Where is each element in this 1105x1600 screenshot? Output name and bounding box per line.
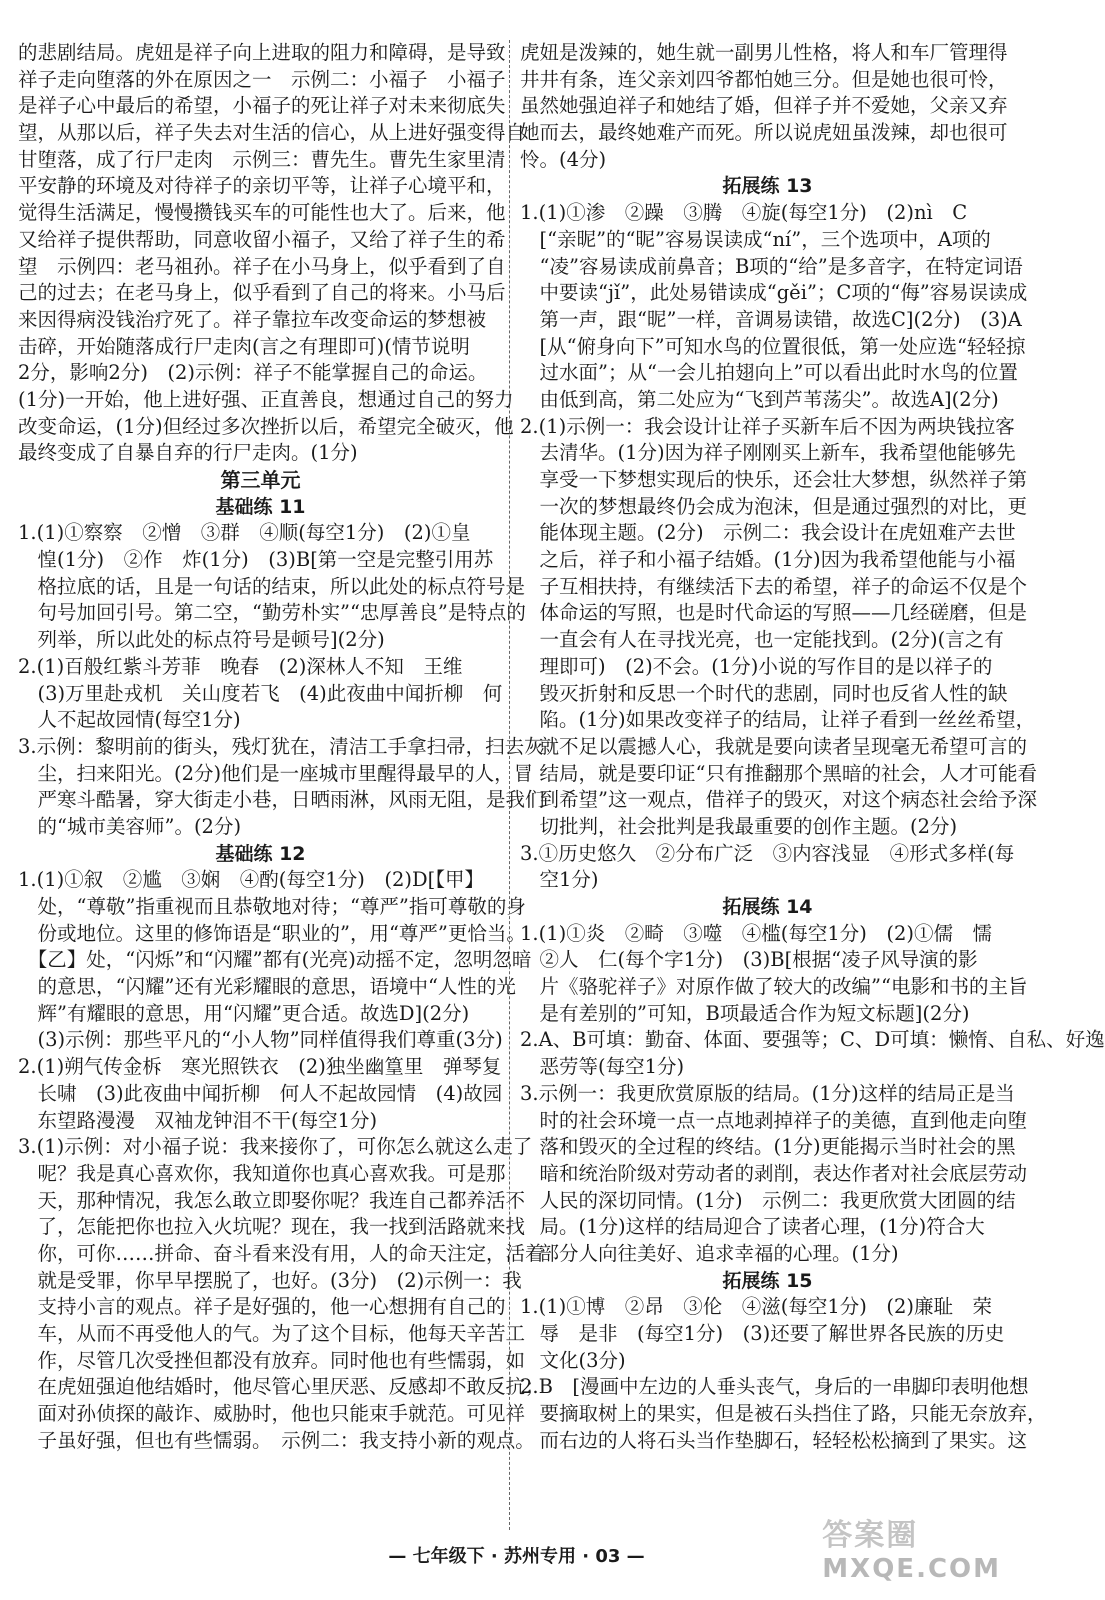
text-line: 3.(1)示例：对小福子说：我来接你了，可你怎么就这么走了	[18, 1135, 533, 1159]
text-line: 份或地位。这里的修饰语是“职业的”，用“尊严”更恰当。	[18, 921, 526, 945]
text-line: 支持小言的观点。祥子是好强的，他一心想拥有自己的	[18, 1295, 506, 1319]
text-line: 体命运的写照，也是时代命运的写照——几经磋磨，但是	[520, 601, 1028, 625]
text-line: 井井有条，连父亲刘四爷都怕她三分。但是她也很可怜，	[520, 67, 1008, 91]
text-line: 己的过去；在老马身上，似乎看到了自己的将来。小马后	[18, 281, 506, 305]
text-line: 子互相扶持，有继续活下去的希望，祥子的命运不仅是个	[520, 574, 1028, 598]
text-line: 虽然她强迫祥子和她结了婚，但祥子并不爱她，父亲又弃	[520, 94, 1008, 118]
text-line: 她而去，最终她难产而死。所以说虎妞虽泼辣，却也很可	[520, 121, 1008, 145]
text-line: 觉得生活满足，慢慢攒钱买车的可能性也大了。后来，他	[18, 201, 506, 225]
text-line: 能体现主题。(2分) 示例二：我会设计在虎妞难产去世	[520, 521, 1016, 545]
right-column	[520, 40, 1105, 1454]
text-line: 要摘取树上的果实，但是被石头挡住了路，只能无奈放弃，	[520, 1402, 1047, 1426]
text-line: 暗和统治阶级对劳动者的剥削，表达作者对社会底层劳动	[520, 1161, 1028, 1185]
text-line: 最终变成了自暴自弃的行尸走肉。(1分)	[18, 441, 358, 465]
text-line: 文化(3分)	[520, 1348, 626, 1372]
text-line: 部分人向往美好、追求幸福的心理。(1分)	[520, 1241, 899, 1265]
text-line: 望 示例四：老马祖孙。祥子在小马身上，似乎看到了自	[18, 254, 506, 278]
text-line: 甘堕落，成了行尸走肉 示例三：曹先生。曹先生家里清	[18, 147, 506, 171]
text-line: 2分，影响2分) (2)示例：祥子不能掌握自己的命运。	[18, 361, 488, 385]
text-line: 虎妞是泼辣的，她生就一副男儿性格，将人和车厂管理得	[520, 41, 1008, 64]
text-line: 而右边的人将石头当作垫脚石，轻轻松松摘到了果实。这	[520, 1428, 1028, 1452]
text-line: 东望路漫漫 双袖龙钟泪不干(每空1分)	[18, 1108, 378, 1132]
text-line: 结局，就是要印证“只有推翻那个黑暗的社会，人才可能看	[520, 761, 1037, 785]
text-line: ②人 仁(每个字1分) (3)B[根据“凌子风导演的影	[520, 948, 978, 972]
text-line: 陷。(1分)如果改变祥子的结局，让祥子看到一丝丝希望，	[520, 708, 1036, 732]
text-line: 句号加回引号。第二空，“勤劳朴实”“忠厚善良”是特点的	[18, 601, 526, 625]
text-line: 一直会有人在寻找光亮，也一定能找到。(2分)(言之有	[520, 628, 1004, 652]
text-line: 惶(1分) ②作 炸(1分) (3)B[第一空是完整引用苏	[18, 548, 494, 572]
text-line: 第一声，跟“昵”一样，音调易读错，故选C](2分) (3)A	[520, 307, 1022, 331]
text-line: (1分)一开始，他上进好强、正直善良，想通过自己的努力	[18, 387, 514, 411]
text-line: 望，从那以后，祥子失去对生活的信心，从上进好强变得自	[18, 121, 526, 145]
text-line: 2.(1)百般红紫斗芳菲 晚春 (2)深林人不知 王维	[18, 654, 463, 678]
text-line: 了，怎能把你也拉入火坑呢？现在，我一找到活路就来找	[18, 1215, 526, 1239]
site-watermark	[822, 1510, 1001, 1584]
text-line: 天，那种情况，我怎么敢立即娶你呢？我连自己都养活不	[18, 1188, 526, 1212]
text-line: 落和毁灭的全过程的终结。(1分)更能揭示当时社会的黑	[520, 1135, 1016, 1159]
text-line: 改变命运，(1分)但经过多次挫折以后，希望完全破灭，他	[18, 414, 514, 438]
text-line: 去清华。(1分)因为祥子刚刚买上新车，我希望他能够先	[520, 441, 1016, 465]
text-line: 子虽好强，但也有些懦弱。 示例二：我支持小新的观点。	[18, 1428, 535, 1452]
text-line: (3)万里赴戎机 关山度若飞 (4)此夜曲中闻折柳 何	[18, 681, 503, 705]
text-line: 怜。(4分)	[520, 147, 607, 171]
column-divider	[509, 40, 510, 1530]
text-line: 一次的梦想最终仍会成为泡沫，但是通过强烈的对比，更	[520, 494, 1028, 518]
text-line: “凌”容易读成前鼻音；B项的“给”是多音字，在特定词语	[520, 254, 1023, 278]
text-line: 1.(1)①炎 ②畸 ③噬 ④槛(每空1分) (2)①儒 懦	[520, 921, 992, 945]
text-line: 呢？我是真心喜欢你，我知道你也真心喜欢我。可是那	[18, 1161, 506, 1185]
text-line: 由低到高，第二处应为“飞到芦苇荡尖”。故选A](2分)	[520, 387, 999, 411]
text-line: 过水面”；从“一会儿拍翅向上”可以看出此时水鸟的位置	[520, 361, 1018, 385]
watermark-url: MXQE.COM	[822, 1554, 1001, 1584]
text-line: 3.示例：黎明前的街头，残灯犹在，清洁工手拿扫帚，扫去灰	[18, 734, 544, 758]
text-line: 的“城市美容师”。(2分)	[18, 814, 242, 838]
text-line: 面对孙侦探的敲诈、威胁时，他也只能束手就范。可见祥	[18, 1402, 526, 1426]
text-line: 之后，祥子和小福子结婚。(1分)因为我希望他能与小福	[520, 548, 1016, 572]
text-line: 是祥子心中最后的希望，小福子的死让祥子对未来彻底失	[18, 94, 506, 118]
text-line: 就是受罪，你早早摆脱了，也好。(3分) (2)示例一：我	[18, 1268, 522, 1292]
text-line: 1.(1)①叙 ②尴 ③娴 ④酌(每空1分) (2)D[【甲】	[18, 868, 484, 892]
text-line: 格拉底的话，且是一句话的结束，所以此处的标点符号是	[18, 574, 526, 598]
text-line: 又给祥子提供帮助，同意收留小福子，又给了祥子生的希	[18, 227, 506, 251]
text-line: 2.A、B可填：勤奋、体面、要强等；C、D可填：懒惰、自私、好逸	[520, 1028, 1105, 1052]
text-line: 来因得病没钱治疗死了。祥子靠拉车改变命运的梦想被	[18, 307, 487, 331]
text-line: 2.(1)朔气传金柝 寒光照铁衣 (2)独坐幽篁里 弹琴复	[18, 1055, 502, 1079]
text-line: 长啸 (3)此夜曲中闻折柳 何人不起故园情 (4)故园	[18, 1081, 503, 1105]
text-line: 作，尽管几次受挫但都没有放弃。同时他也有些懦弱，如	[18, 1348, 526, 1372]
text-line: 空1分)	[520, 868, 599, 892]
text-line: 列举，所以此处的标点符号是顿号](2分)	[18, 628, 385, 652]
page-footer: — 七年级下 · 苏州专用 · 03 —	[388, 1546, 645, 1567]
text-line: 中要读“jǐ”，此处易错读成“gěi”；C项的“侮”容易误读成	[520, 281, 1028, 305]
text-line: [从“俯身向下”可知水鸟的位置很低，第一处应选“轻轻掠	[520, 334, 1026, 358]
text-line: 辉”有耀眼的意思，用“闪耀”更合适。故选D](2分)	[18, 1001, 470, 1025]
text-line: 的悲剧结局。虎妞是祥子向上进取的阻力和障碍，是导致	[18, 41, 506, 64]
text-line: 你，可你……拼命、奋斗看来没有用，人的命天注定，活着	[18, 1241, 545, 1265]
section-heading: 拓展练 13	[722, 175, 813, 198]
text-line: 平安静的环境及对待祥子的亲切平等，让祥子心境平和，	[18, 174, 506, 198]
text-line: 车，从而不再受他人的气。为了这个目标，他每天辛苦工	[18, 1322, 526, 1345]
watermark-logo-text: 答案圈	[822, 1518, 919, 1553]
text-line: 1.(1)①渗 ②躁 ③腾 ④旋(每空1分) (2)nì C	[520, 201, 968, 225]
section-heading: 拓展练 15	[722, 1269, 813, 1292]
text-line: 是有差别的”可知，B项最适合作为短文标题](2分)	[520, 1001, 970, 1025]
text-line: 【乙】处，“闪烁”和“闪耀”都有(光亮)动摇不定，忽明忽暗	[18, 948, 532, 972]
text-line: 2.(1)示例一：我会设计让祥子买新车后不因为两块钱拉客	[520, 414, 1015, 438]
text-line: 1.(1)①博 ②昂 ③伦 ④滋(每空1分) (2)廉耻 荣	[520, 1295, 992, 1319]
text-line: 3.示例一：我更欣赏原版的结局。(1分)这样的结局正是当	[520, 1081, 1015, 1105]
text-line: 严寒斗酷暑，穿大街走小巷，日晒雨淋，风雨无阻，是我们	[18, 788, 545, 812]
text-line: 到希望”这一观点，借祥子的毁灭，对这个病态社会给予深	[520, 788, 1037, 812]
text-line: 2.B [漫画中左边的人垂头丧气，身后的一串脚印表明他想	[520, 1375, 1029, 1399]
text-line: 恶劳等(每空1分)	[520, 1055, 685, 1079]
text-line: 局。(1分)这样的结局迎合了读者心理，(1分)符合大	[520, 1215, 985, 1239]
text-line: 3.①历史悠久 ②分布广泛 ③内容浅显 ④形式多样(每	[520, 841, 1015, 865]
text-line: 人民的深切同情。(1分) 示例二：我更欣赏大团圆的结	[520, 1188, 1016, 1212]
section-heading: 基础练 11	[215, 495, 306, 518]
text-line: 1.(1)①察察 ②憎 ③群 ④顺(每空1分) (2)①皇	[18, 521, 471, 545]
text-line: 就不足以震撼人心，我就是要向读者呈现毫无希望可言的	[520, 734, 1028, 758]
text-line: 处，“尊敬”指重视而且恭敬地对待；“尊严”指可尊敬的身	[18, 895, 526, 918]
text-line: 毁灭折射和反思一个时代的悲剧，同时也反省人性的缺	[520, 681, 1008, 705]
text-line: 在虎妞强迫他结婚时，他尽管心里厌恶、反感却不敢反抗；	[18, 1375, 545, 1399]
section-heading: 基础练 12	[215, 842, 306, 865]
text-line: 击碎，开始随落成行尸走肉(言之有理即可)(情节说明	[18, 334, 470, 358]
text-line: 的意思，“闪耀”还有光彩耀眼的意思，语境中“人性的光	[18, 975, 516, 999]
text-line: [“亲昵”的“昵”容易误读成“ní”，三个选项中，A项的	[520, 227, 991, 251]
text-line: 时的社会环境一点一点地剥掉祥子的美德，直到他走向堕	[520, 1108, 1028, 1132]
text-line: 切批判，社会批判是我最重要的创作主题。(2分)	[520, 814, 958, 838]
text-line: 享受一下梦想实现后的快乐，还会壮大梦想，纵然祥子第	[520, 468, 1028, 491]
text-line: 人不起故园情(每空1分)	[18, 708, 241, 732]
text-line: 尘，扫来阳光。(2分)他们是一座城市里醒得最早的人，冒	[18, 761, 534, 785]
text-line: 理即可) (2)不会。(1分)小说的写作目的是以祥子的	[520, 654, 993, 678]
text-line: 祥子走向堕落的外在原因之一 示例二：小福子 小福子	[18, 67, 506, 91]
text-line: (3)示例：那些平凡的“小人物”同样值得我们尊重(3分)	[18, 1028, 503, 1052]
unit-heading: 第三单元	[220, 468, 301, 492]
left-column	[18, 40, 545, 1454]
text-line: 片《骆驼祥子》对原作做了较大的改编”“电影和书的主旨	[520, 975, 1028, 999]
text-line: 辱 是非 (每空1分) (3)还要了解世界各民族的历史	[520, 1322, 1005, 1345]
section-heading: 拓展练 14	[722, 896, 813, 918]
